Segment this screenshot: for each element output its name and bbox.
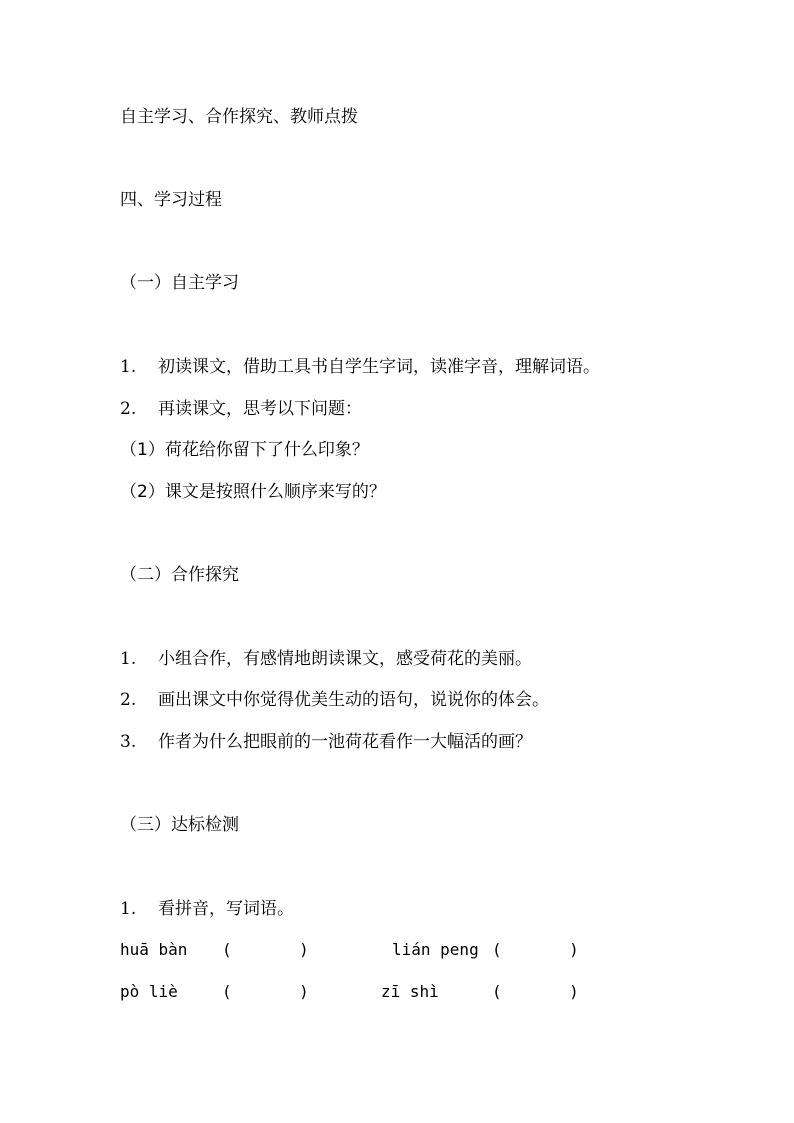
list-item <box>120 730 532 754</box>
pinyin-word: zī shì <box>381 982 439 1001</box>
answer-blank: ( ) <box>222 940 309 959</box>
pinyin-word: lián peng <box>392 940 479 959</box>
item-number: 2. <box>120 399 137 419</box>
item-number: 1. <box>120 649 137 669</box>
item-number: 3. <box>120 732 137 752</box>
item-number: 2. <box>120 690 137 710</box>
item-text: 画出课文中你觉得优美生动的语句，说说你的体会。 <box>158 690 549 710</box>
item-text: 小组合作，有感情地朗读课文，感受荷花的美丽。 <box>158 649 532 669</box>
teaching-methods: 自主学习、合作探究、教师点拨 <box>120 107 358 127</box>
item-text: 作者为什么把眼前的一池荷花看作一大幅活的画？ <box>158 732 532 752</box>
item-number: 1. <box>120 899 137 919</box>
answer-blank: ( ) <box>222 982 309 1001</box>
pinyin-word: pò liè <box>120 982 178 1001</box>
part3-title: （三）达标检测 <box>120 815 239 835</box>
item-number: 1. <box>120 357 137 377</box>
list-item <box>120 647 532 671</box>
section-title-learning-process: 四、学习过程 <box>120 190 222 210</box>
part1-title: （一）自主学习 <box>120 273 239 293</box>
list-item <box>120 397 362 421</box>
list-item <box>120 688 549 712</box>
list-item <box>120 355 600 379</box>
part2-title: （二）合作探究 <box>120 565 239 585</box>
item-text: 初读课文，借助工具书自学生字词，读准字音，理解词语。 <box>158 357 600 377</box>
answer-blank: ( ) <box>492 982 579 1001</box>
list-item <box>120 897 294 921</box>
question-item: （1）荷花给你留下了什么印象？ <box>120 440 369 460</box>
item-text: 再读课文，思考以下问题： <box>158 399 362 419</box>
item-text: 看拼音，写词语。 <box>158 899 294 919</box>
pinyin-word: huā bàn <box>120 940 188 959</box>
question-item: （2）课文是按照什么顺序来写的？ <box>120 482 386 502</box>
answer-blank: ( ) <box>492 940 579 959</box>
